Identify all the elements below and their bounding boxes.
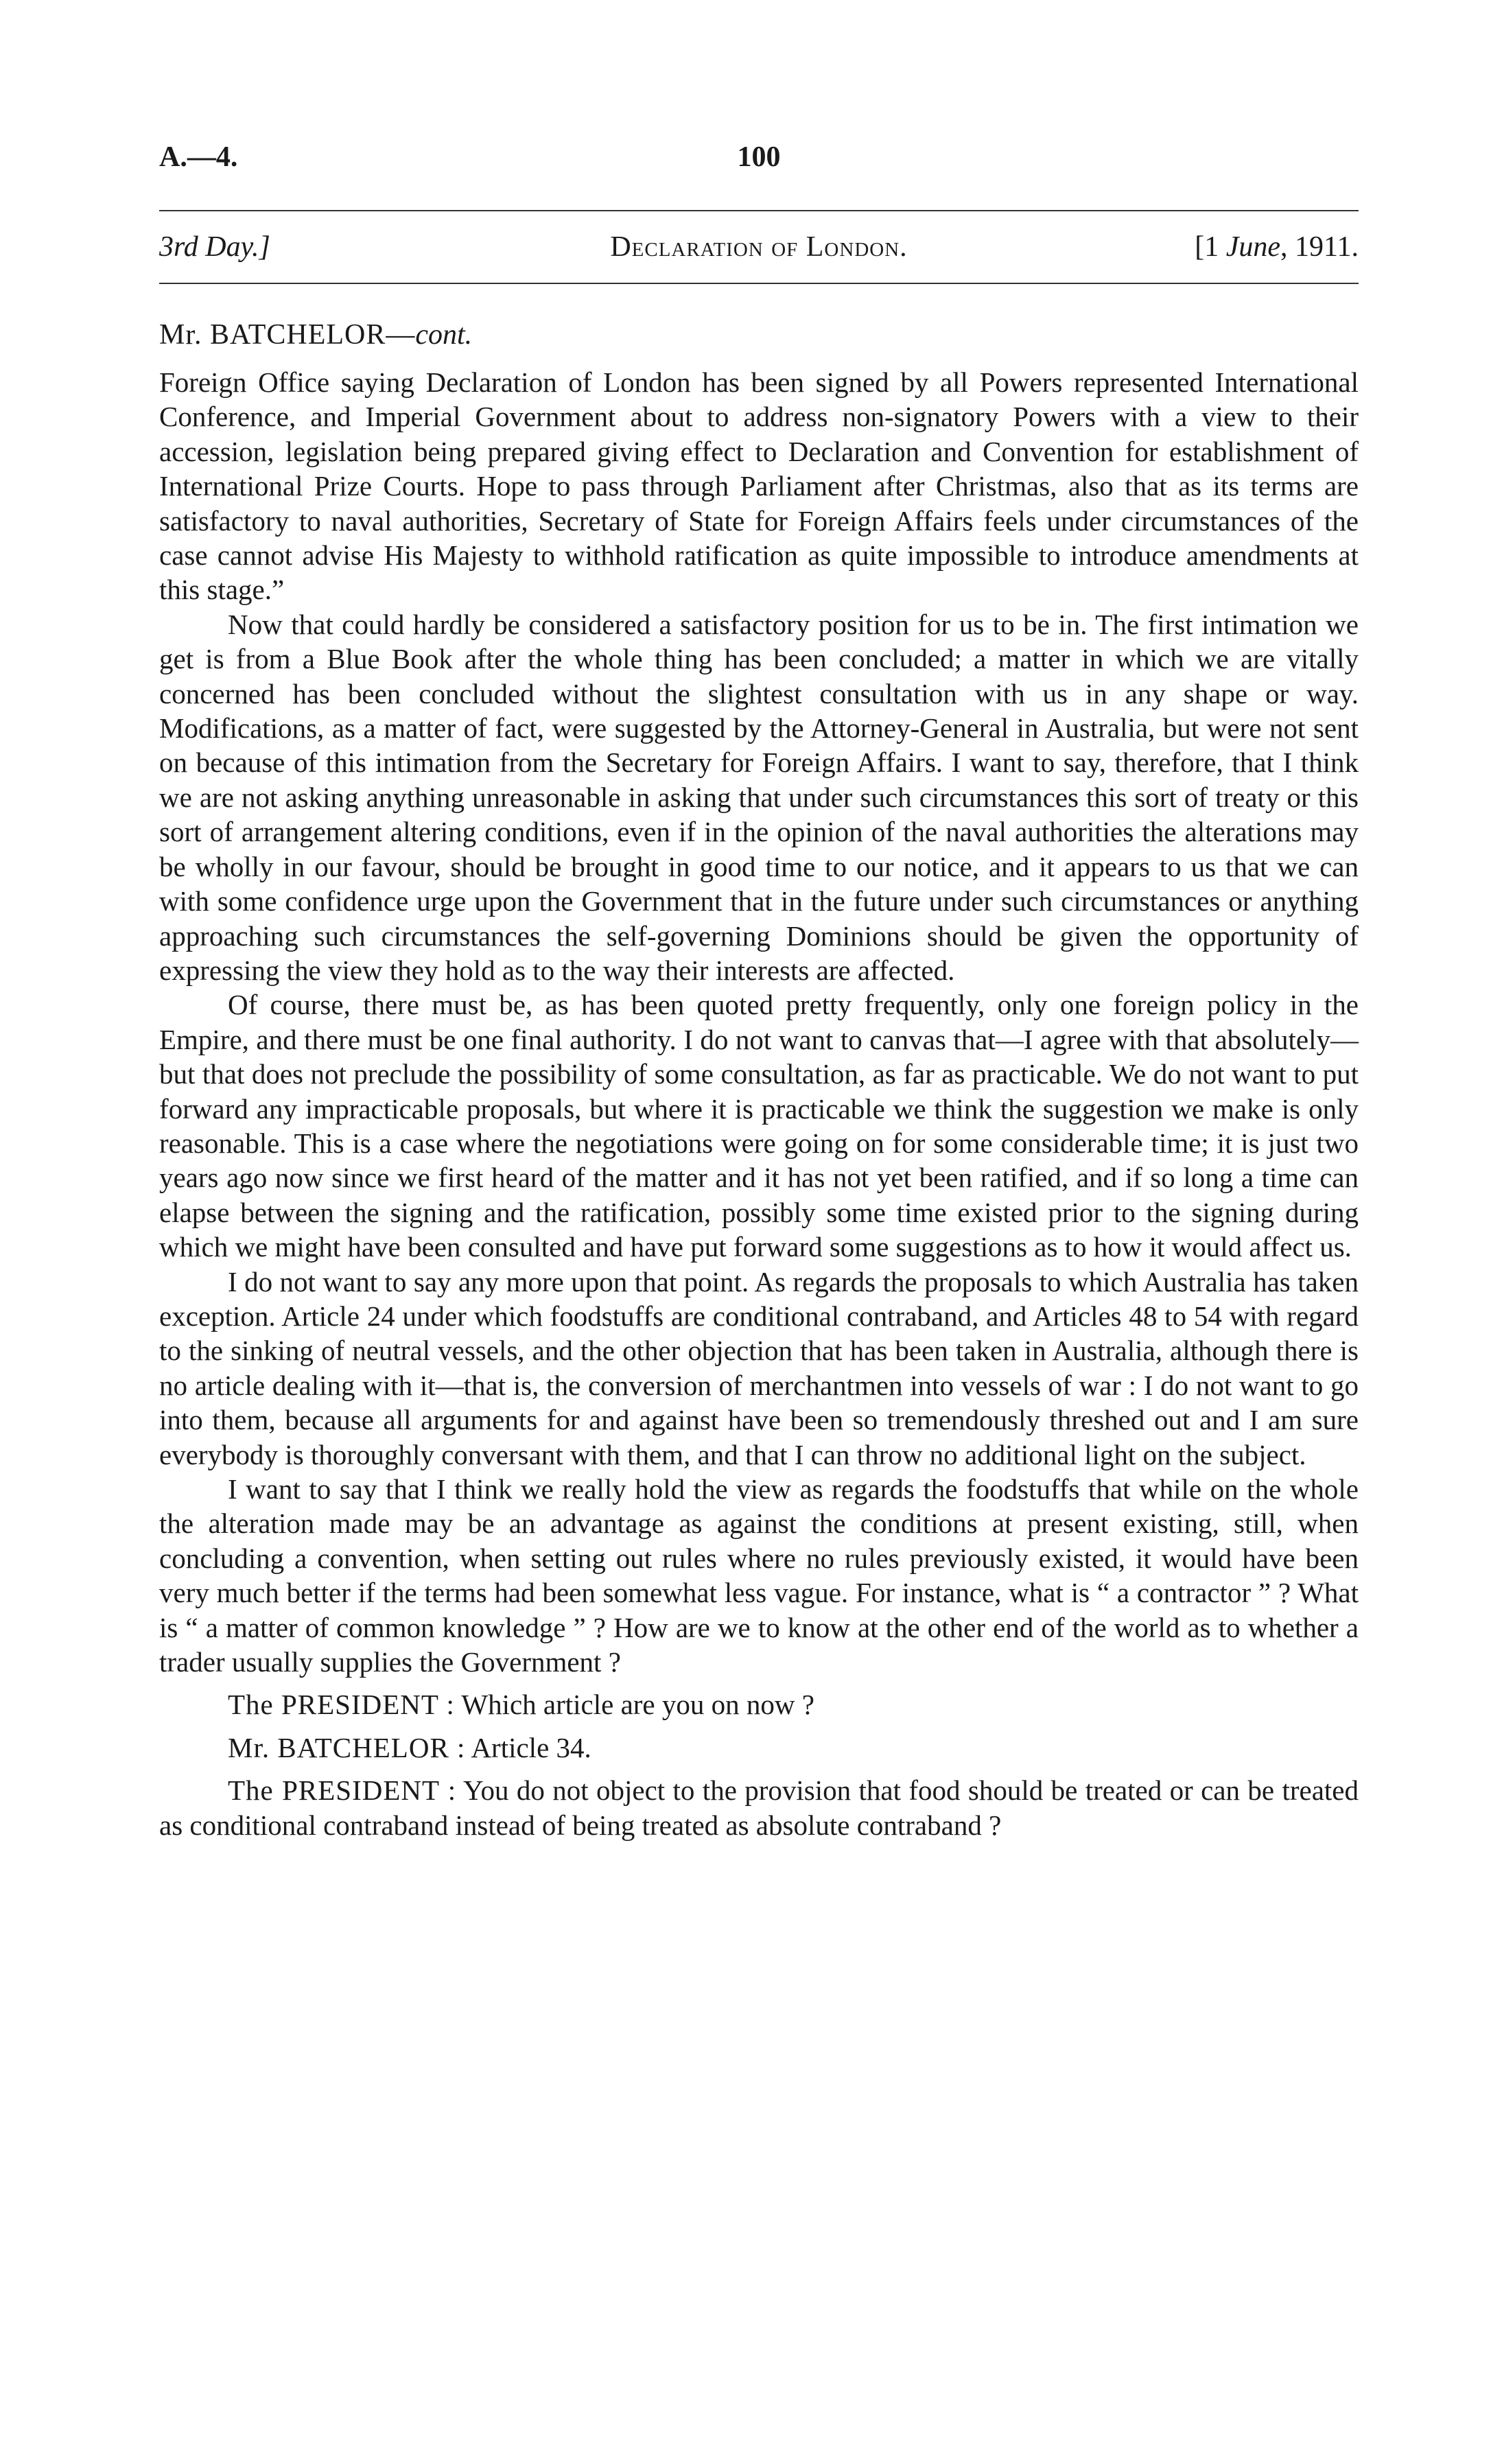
- running-head-title: Declaration of London.: [610, 231, 908, 263]
- paragraph: Of course, there must be, as has been quoted pretty frequently, only one foreign policy in the Empire, and there must be one final authority. I do not want to canvas that—I agree with that absolutely—but that does not preclude the possibility of some consultation, as far as practicable. We do not want to put forward any impracticable proposals, but where it is practicable we think the suggestion we make is only reasonable. This is a case where the negotiations were going on for some considerable time; it is just two years ago now since we first heard of the matter and it has not yet been ratified, and if so long a time can elapse between the signing and the ratification, possibly some time existed prior to the signing during which we might have been consulted and have put forward some suggestions as to how it would affect us.: [159, 989, 1359, 1263]
- paragraph: Now that could hardly be considered a satisfactory position for us to be in. The first intimation we get is from a Blue Book after the whole thing has been concluded; a matter in which we are vitally concerned has been concluded without the slightest consultation with us in any shape or way. Modifications, as a matter of fact, were suggested by the Attorney-General in Australia, but were not sent on because of this intimation from the Secretary for Foreign Affairs. I want to say, therefore, that I think we are not asking anything unreasonable in asking that under such circumstances this sort of treaty or this sort of arrangement altering conditions, even if in the opinion of the naval authorities the alterations may be wholly in our favour, should be brought in good time to our notice, and it appears to us that we can with some confidence urge upon the Government that in the future under such circumstances or anything approaching such circumstances the self-governing Dominions should be given the opportunity of expressing the view they hold as to the way their interests are affected.: [159, 608, 1359, 986]
- dialogue-text: Which article are you on now ?: [454, 1689, 814, 1721]
- dialogue-line: [159, 1730, 1359, 1765]
- header-rule-top: [159, 210, 1359, 211]
- running-head-date-prefix: [1: [1195, 231, 1226, 263]
- dialogue-text: You do not object to the provision that food should be treated or can be treated as conditional contraband instead of being treated as absolute contraband ?: [159, 1774, 1359, 1841]
- running-head-day: 3rd Day.]: [159, 231, 270, 263]
- dialogue-text: Article 34.: [465, 1731, 591, 1763]
- page-code: A.—4.: [159, 141, 238, 173]
- paragraph: I want to say that I think we really hold the view as regards the foodstuffs that while on the whole the alteration made may be an advantage as against the conditions at present existing, still, when concluding a convention, when setting out rules where no rules previously existed, it would have been very much better if the terms had been somewhat less vague. For instance, what is “ a contractor ” ? What is “ a matter of common knowledge ” ? How are we to know at the other end of the world as to whether a trader usually supplies the Government ?: [159, 1473, 1359, 1678]
- running-head-date-suffix: , 1911.: [1280, 231, 1359, 263]
- paragraph: Foreign Office saying Declaration of London has been signed by all Powers represented International Conference, and Imperial Government about to address non-signatory Powers with a view to their accession, legislation being prepared giving effect to Declaration and Convention for establishment of International Prize Courts. Hope to pass through Parliament after Christmas, also that as its terms are satisfactory to naval authorities, Secretary of State for Foreign Affairs feels under circumstances of the case cannot advise His Majesty to withhold ratification as quite impossible to introduce amendments at this stage.”: [159, 366, 1359, 606]
- running-head: [159, 231, 1359, 272]
- header-rule-bottom: [159, 283, 1359, 284]
- page-number: 100: [737, 141, 781, 173]
- dialogue-speaker: The PRESIDENT :: [228, 1689, 455, 1721]
- running-head-date-month: June: [1225, 231, 1281, 263]
- dialogue-line: [159, 1687, 1359, 1722]
- body-text: [159, 365, 1359, 1842]
- running-head-date: [1195, 231, 1359, 263]
- paragraph: I do not want to say any more upon that point. As regards the proposals to which Australia has taken exception. Article 24 under which foodstuffs are conditional contraband, and Articles 48 to 54 with regard to the sinking of neutral vessels, and the other objection that has been taken in Australia, although there is no article dealing with it—that is, the conversion of merchantmen into vessels of war : I do not want to go into them, because all arguments for and against have been so tremendously threshed out and I am sure everybody is thoroughly conversant with them, and that I can throw no additional light on the subject.: [159, 1265, 1359, 1470]
- page-header: [159, 141, 1359, 182]
- speaker-continued: [159, 318, 472, 351]
- speaker-name: Mr. BATCHELOR—: [159, 319, 416, 351]
- dialogue-speaker: Mr. BATCHELOR :: [228, 1731, 466, 1763]
- dialogue-speaker: The PRESIDENT :: [228, 1774, 457, 1807]
- dialogue-line: [159, 1773, 1359, 1842]
- continued-marker: cont.: [415, 319, 473, 351]
